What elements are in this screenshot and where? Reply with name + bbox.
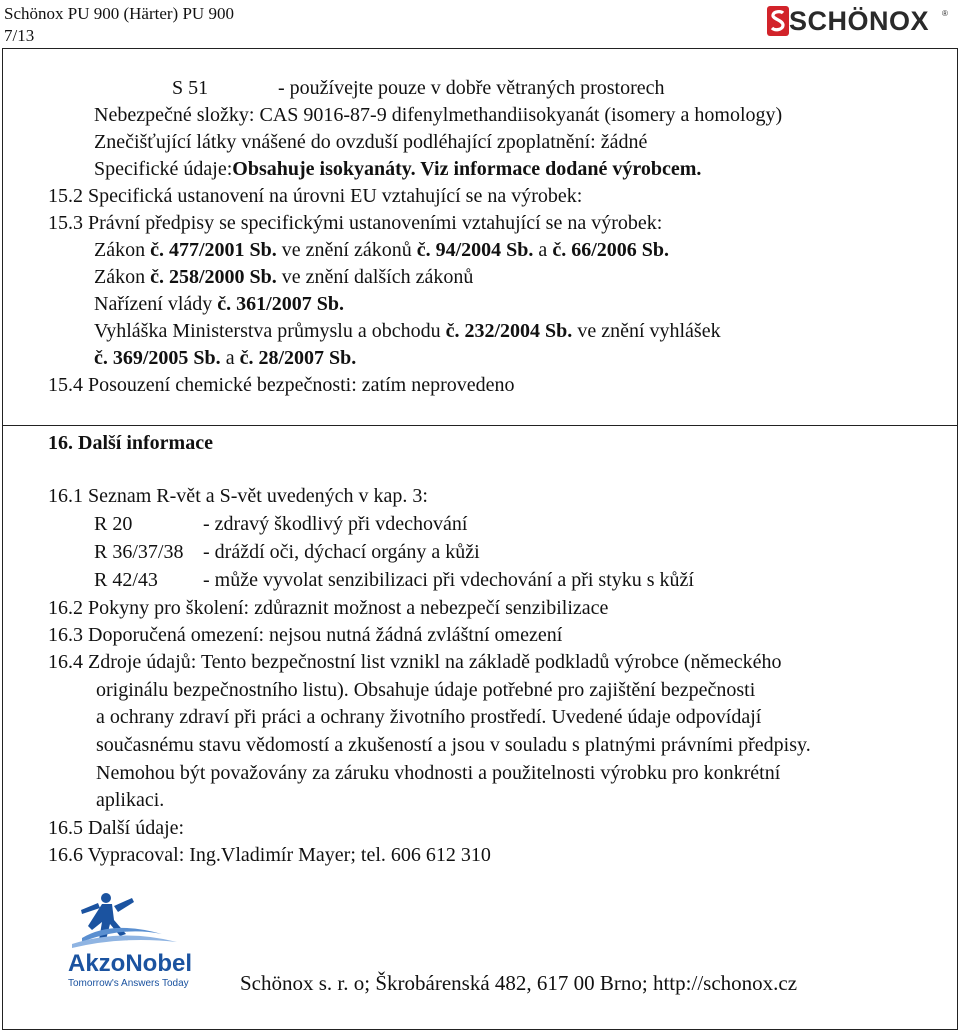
law-text: Vyhláška Ministerstva průmyslu a obchodu [94,320,446,342]
law-ref: č. 232/2004 Sb. [445,320,573,342]
law-ref: č. 477/2001 Sb. [150,239,277,261]
schonox-logo [767,6,950,36]
law-text: ve znění zákonů [276,239,417,261]
item-16-4-line: originálu bezpečnostního listu). Obsahuje údaje potřebné pro zajištění bezpečnosti [96,679,756,701]
r-phrase-code: R 36/37/38 [94,541,184,563]
hazardous-components: Nebezpečné složky: CAS 9016-87-9 difenylmethandiisokyanát (isomery a homology) [94,104,783,126]
item-16-6: 16.6 Vypracoval: Ing.Vladimír Mayer; tel. 606 612 310 [48,844,491,866]
law-text: ve znění vyhlášek [572,320,721,342]
item-16-4-line: 16.4 Zdroje údajů: Tento bezpečnostní list vznikl na základě podkladů výrobce (německého [48,651,782,673]
page-number: 7/13 [4,26,35,45]
specific-data-value: Obsahuje isokyanáty. Viz informace dodané výrobcem. [232,158,702,180]
akzonobel-figure-icon [52,890,192,950]
r-phrase-text: - zdravý škodlivý při vdechování [203,513,468,535]
specific-data-label: Specifické údaje: [94,158,233,180]
law-ref: č. 258/2000 Sb. [150,266,277,288]
law-ref: č. 361/2007 Sb. [217,293,344,315]
law-ref: č. 66/2006 Sb. [552,239,669,261]
law-text: Zákon [94,266,151,288]
law-text: Zákon [94,239,151,261]
s51-text: - používejte pouze v dobře větraných prostorech [278,77,665,99]
r-phrase-code: R 20 [94,513,133,535]
document-title: Schönox PU 900 (Härter) PU 900 [4,4,234,23]
law-text: a [220,347,240,369]
law-text: Nařízení vlády [94,293,218,315]
item-15-2: 15.2 Specifická ustanovení na úrovni EU vztahující se na výrobek: [48,185,583,207]
law-ref: č. 28/2007 Sb. [239,347,357,369]
item-16-4-line: a ochrany zdraví při práci a ochrany životního prostředí. Uvedené údaje odpovídají [96,706,762,728]
item-16-5: 16.5 Další údaje: [48,817,185,839]
akzonobel-name: AkzoNobel [68,950,193,977]
registered-mark: ® [942,9,948,18]
section-16-heading-text: 16. Další informace [48,432,213,454]
law-line-3 [94,292,344,316]
law-line-4 [94,319,721,343]
law-text: a [533,239,553,261]
law-ref: č. 369/2005 Sb. [94,347,221,369]
company-address: Schönox s. r. o; Škrobárenská 482, 617 00 Brno; http://schonox.cz [240,971,798,995]
item-16-4-line: Nemohou být považovány za záruku vhodnosti a použitelnosti výrobku pro konkrétní [96,762,781,784]
specific-data-line [94,157,701,181]
item-15-3: 15.3 Právní předpisy se specifickými ustanoveními vztahující se na výrobek: [48,212,663,234]
item-16-3: 16.3 Doporučená omezení: nejsou nutná žádná zvláštní omezení [48,624,563,646]
akzonobel-tagline: Tomorrow's Answers Today [68,978,189,989]
law-text: ve znění dalších zákonů [276,266,474,288]
r-phrase-text: - dráždí oči, dýchací orgány a kůži [203,541,480,563]
item-16-4-line: současnému stavu vědomostí a zkušeností a jsou v souladu s platnými právními předpisy. [96,734,811,756]
item-16-2: 16.2 Pokyny pro školení: zdůraznit možnost a nebezpečí senzibilizace [48,597,609,619]
r-phrase-code: R 42/43 [94,569,158,591]
section-16-heading [48,431,213,455]
s51-code: S 51 [172,77,209,99]
section-divider [2,425,958,426]
law-line-5 [94,346,356,370]
emissions-line: Znečišťující látky vnášené do ovzduší podléhající zpoplatnění: žádné [94,131,648,153]
law-line-1 [94,238,669,262]
law-ref: č. 94/2004 Sb. [416,239,534,261]
law-line-2 [94,265,473,289]
item-15-4: 15.4 Posouzení chemické bezpečnosti: zatím neprovedeno [48,374,515,396]
schonox-logo-text: SCHÖNOX [789,6,930,36]
item-16-1: 16.1 Seznam R-vět a S-vět uvedených v kap. 3: [48,485,428,507]
schonox-s-icon [767,6,789,36]
item-16-4-line: aplikaci. [96,789,165,811]
r-phrase-text: - může vyvolat senzibilizaci při vdechování a při styku s kůží [203,569,694,591]
